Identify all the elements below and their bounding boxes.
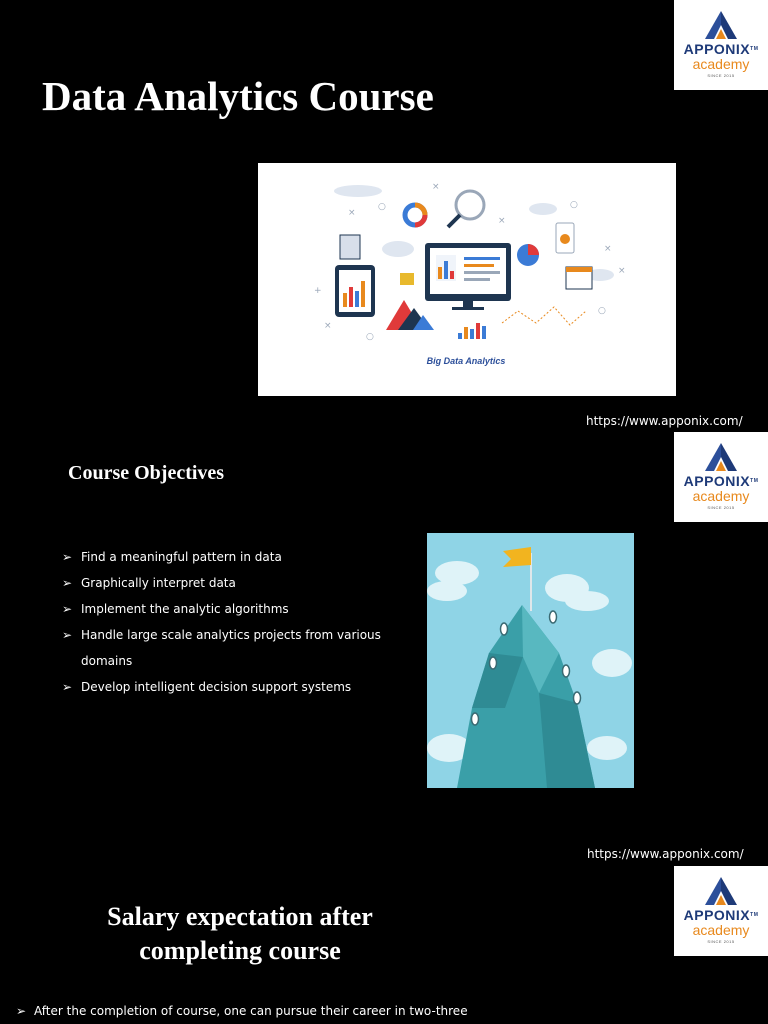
- hero-caption: Big Data Analytics: [426, 356, 506, 366]
- logo-brand: APPONIX™: [683, 907, 759, 923]
- slide-salary-expectation: [0, 864, 768, 1024]
- svg-text:×: ×: [432, 182, 440, 192]
- section-heading: [40, 900, 440, 968]
- svg-text:○: ○: [598, 306, 606, 316]
- website-url[interactable]: https://www.apponix.com/: [587, 847, 744, 861]
- apponix-logo: [674, 432, 768, 522]
- list-item: ➢ Develop intelligent decision support systems: [62, 674, 392, 700]
- logo-sub: academy: [692, 488, 750, 504]
- svg-text:○: ○: [570, 200, 578, 210]
- logo-brand: APPONIX™: [683, 41, 759, 57]
- page-title: Data Analytics Course: [42, 73, 434, 119]
- svg-text:×: ×: [604, 244, 612, 254]
- svg-text:×: ×: [498, 216, 506, 226]
- logo-since: SINCE 2015: [707, 73, 735, 78]
- section-heading: Course Objectives: [68, 462, 225, 484]
- apponix-logo: [674, 866, 768, 956]
- apponix-a-icon: [704, 876, 738, 906]
- heading-line-1: Salary expectation after: [107, 902, 373, 931]
- svg-text:○: ○: [366, 332, 374, 342]
- logo-since: SINCE 2015: [707, 505, 735, 510]
- logo-since: SINCE 2015: [707, 939, 735, 944]
- website-url[interactable]: https://www.apponix.com/: [586, 414, 743, 428]
- slide-data-analytics-course: [0, 0, 768, 432]
- apponix-a-icon: [704, 442, 738, 472]
- big-data-analytics-illustration: [258, 163, 676, 396]
- svg-text:×: ×: [324, 321, 332, 331]
- slide-course-objectives: [0, 432, 768, 864]
- list-item: ➢ Graphically interpret data: [62, 570, 392, 596]
- objectives-list: [62, 544, 392, 700]
- list-item: ➢ Handle large scale analytics projects from various domains: [62, 622, 392, 674]
- mountain-flag-illustration: [427, 533, 634, 788]
- list-item: ➢ Implement the analytic algorithms: [62, 596, 392, 622]
- logo-brand: APPONIX™: [683, 473, 759, 489]
- logo-sub: academy: [692, 922, 750, 938]
- list-item: ➢ Find a meaningful pattern in data: [62, 544, 392, 570]
- svg-text:×: ×: [348, 208, 356, 218]
- svg-text:○: ○: [378, 202, 386, 212]
- svg-text:+: +: [314, 286, 322, 296]
- apponix-logo: [674, 0, 768, 90]
- logo-sub: academy: [692, 56, 750, 72]
- list-item: ➢ After the completion of course, one can pursue their career in two-three: [16, 1004, 468, 1018]
- apponix-a-icon: [704, 10, 738, 40]
- svg-text:×: ×: [618, 266, 626, 276]
- heading-line-2: completing course: [139, 936, 341, 965]
